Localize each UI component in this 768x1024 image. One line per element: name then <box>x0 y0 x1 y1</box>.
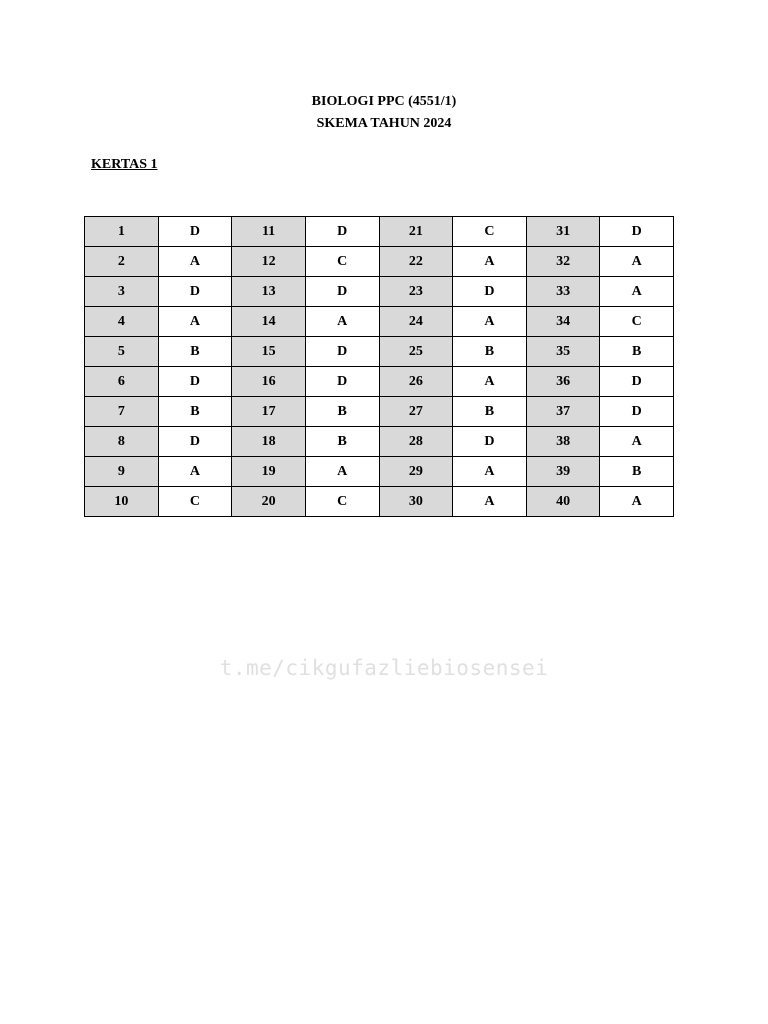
table-row <box>85 277 674 307</box>
question-number-cell: 22 <box>379 247 453 277</box>
question-number-cell: 35 <box>526 337 600 367</box>
question-number-cell: 27 <box>379 397 453 427</box>
answer-cell: A <box>158 247 232 277</box>
table-row <box>85 307 674 337</box>
answer-cell: D <box>453 427 527 457</box>
question-number-cell: 34 <box>526 307 600 337</box>
question-number-cell: 21 <box>379 217 453 247</box>
answer-cell: A <box>600 487 674 517</box>
document-subtitle: SKEMA TAHUN 2024 <box>316 116 452 131</box>
telegram-watermark: t.me/cikgufazliebiosensei <box>219 656 549 680</box>
question-number-cell: 2 <box>85 247 159 277</box>
question-number-cell: 20 <box>232 487 306 517</box>
question-number-cell: 32 <box>526 247 600 277</box>
document-title: BIOLOGI PPC (4551/1) <box>311 94 457 109</box>
answer-cell: C <box>600 307 674 337</box>
answer-cell: C <box>305 247 379 277</box>
question-number-cell: 36 <box>526 367 600 397</box>
answer-cell: A <box>453 247 527 277</box>
question-number-cell: 3 <box>85 277 159 307</box>
question-number-cell: 7 <box>85 397 159 427</box>
answer-cell: A <box>600 427 674 457</box>
answer-cell: D <box>158 427 232 457</box>
question-number-cell: 11 <box>232 217 306 247</box>
answer-cell: D <box>158 277 232 307</box>
answer-cell: B <box>600 457 674 487</box>
table-row <box>85 367 674 397</box>
answer-table <box>84 216 674 517</box>
answer-cell: A <box>453 457 527 487</box>
question-number-cell: 12 <box>232 247 306 277</box>
question-number-cell: 14 <box>232 307 306 337</box>
question-number-cell: 13 <box>232 277 306 307</box>
question-number-cell: 1 <box>85 217 159 247</box>
answer-cell: C <box>453 217 527 247</box>
answer-cell: B <box>158 337 232 367</box>
answer-cell: A <box>305 457 379 487</box>
question-number-cell: 25 <box>379 337 453 367</box>
question-number-cell: 9 <box>85 457 159 487</box>
answer-cell: B <box>453 337 527 367</box>
answer-cell: A <box>305 307 379 337</box>
answer-cell: D <box>305 277 379 307</box>
answer-cell: A <box>453 367 527 397</box>
answer-cell: C <box>305 487 379 517</box>
question-number-cell: 19 <box>232 457 306 487</box>
question-number-cell: 40 <box>526 487 600 517</box>
question-number-cell: 5 <box>85 337 159 367</box>
answer-cell: A <box>600 247 674 277</box>
answer-cell: D <box>600 397 674 427</box>
question-number-cell: 28 <box>379 427 453 457</box>
section-label: KERTAS 1 <box>91 157 158 172</box>
answer-cell: D <box>305 367 379 397</box>
answer-cell: A <box>158 307 232 337</box>
question-number-cell: 30 <box>379 487 453 517</box>
question-number-cell: 24 <box>379 307 453 337</box>
question-number-cell: 33 <box>526 277 600 307</box>
answer-cell: A <box>453 487 527 517</box>
question-number-cell: 15 <box>232 337 306 367</box>
answer-cell: B <box>158 397 232 427</box>
answer-cell: D <box>158 367 232 397</box>
answer-cell: B <box>305 397 379 427</box>
question-number-cell: 38 <box>526 427 600 457</box>
answer-cell: C <box>158 487 232 517</box>
answer-cell: B <box>453 397 527 427</box>
question-number-cell: 18 <box>232 427 306 457</box>
question-number-cell: 8 <box>85 427 159 457</box>
question-number-cell: 17 <box>232 397 306 427</box>
question-number-cell: 37 <box>526 397 600 427</box>
question-number-cell: 23 <box>379 277 453 307</box>
table-row <box>85 217 674 247</box>
answer-cell: D <box>305 337 379 367</box>
table-row <box>85 457 674 487</box>
question-number-cell: 26 <box>379 367 453 397</box>
answer-cell: A <box>600 277 674 307</box>
table-row <box>85 427 674 457</box>
question-number-cell: 6 <box>85 367 159 397</box>
answer-cell: B <box>305 427 379 457</box>
answer-cell: D <box>305 217 379 247</box>
answer-cell: D <box>600 367 674 397</box>
answer-cell: A <box>453 307 527 337</box>
question-number-cell: 4 <box>85 307 159 337</box>
table-row <box>85 337 674 367</box>
table-row <box>85 487 674 517</box>
answer-cell: D <box>453 277 527 307</box>
table-row <box>85 247 674 277</box>
question-number-cell: 29 <box>379 457 453 487</box>
answer-table-body <box>85 217 674 517</box>
question-number-cell: 39 <box>526 457 600 487</box>
answer-cell: D <box>600 217 674 247</box>
question-number-cell: 10 <box>85 487 159 517</box>
question-number-cell: 16 <box>232 367 306 397</box>
question-number-cell: 31 <box>526 217 600 247</box>
answer-cell: B <box>600 337 674 367</box>
table-row <box>85 397 674 427</box>
answer-cell: D <box>158 217 232 247</box>
answer-cell: A <box>158 457 232 487</box>
